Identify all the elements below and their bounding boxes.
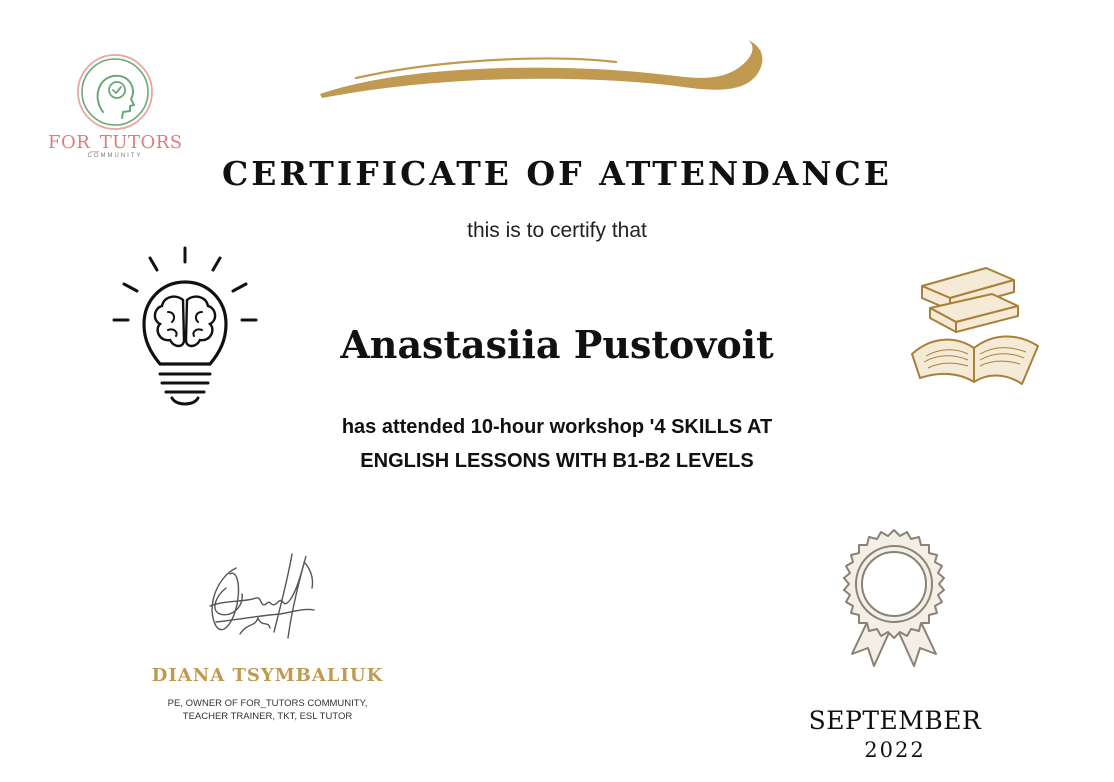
description-line-2: ENGLISH LESSONS WITH B1-B2 LEVELS bbox=[360, 450, 754, 472]
books-icon bbox=[906, 262, 1046, 392]
logo-name: FOR_TUTORS bbox=[48, 132, 183, 153]
signer-role-line-2: TEACHER TRAINER, TKT, ESL TUTOR bbox=[182, 711, 353, 722]
lightbulb-brain-icon bbox=[110, 244, 260, 410]
gold-brush-stroke bbox=[316, 34, 776, 104]
certificate-year: 2022 bbox=[864, 738, 926, 762]
certificate-title: CERTIFICATE OF ATTENDANCE bbox=[222, 154, 892, 193]
award-seal-icon bbox=[834, 526, 954, 676]
signature bbox=[196, 548, 326, 658]
head-checkmark-icon bbox=[73, 50, 157, 134]
certificate-subtitle: this is to certify that bbox=[467, 219, 647, 242]
logo-subtitle: COMMUNITY bbox=[87, 153, 143, 159]
brand-logo bbox=[48, 50, 182, 165]
description-line-1: has attended 10-hour workshop '4 SKILLS AT bbox=[341, 416, 773, 438]
signer-role-line-1: PE, OWNER OF FOR_TUTORS COMMUNITY, bbox=[167, 698, 368, 709]
recipient-name: Anastasiia Pustovoit bbox=[340, 322, 774, 367]
certificate-description bbox=[250, 410, 864, 478]
signer-name: DIANA TSYMBALIUK bbox=[151, 665, 384, 686]
signer-role bbox=[140, 697, 395, 723]
certificate-month: SEPTEMBER bbox=[808, 706, 982, 735]
